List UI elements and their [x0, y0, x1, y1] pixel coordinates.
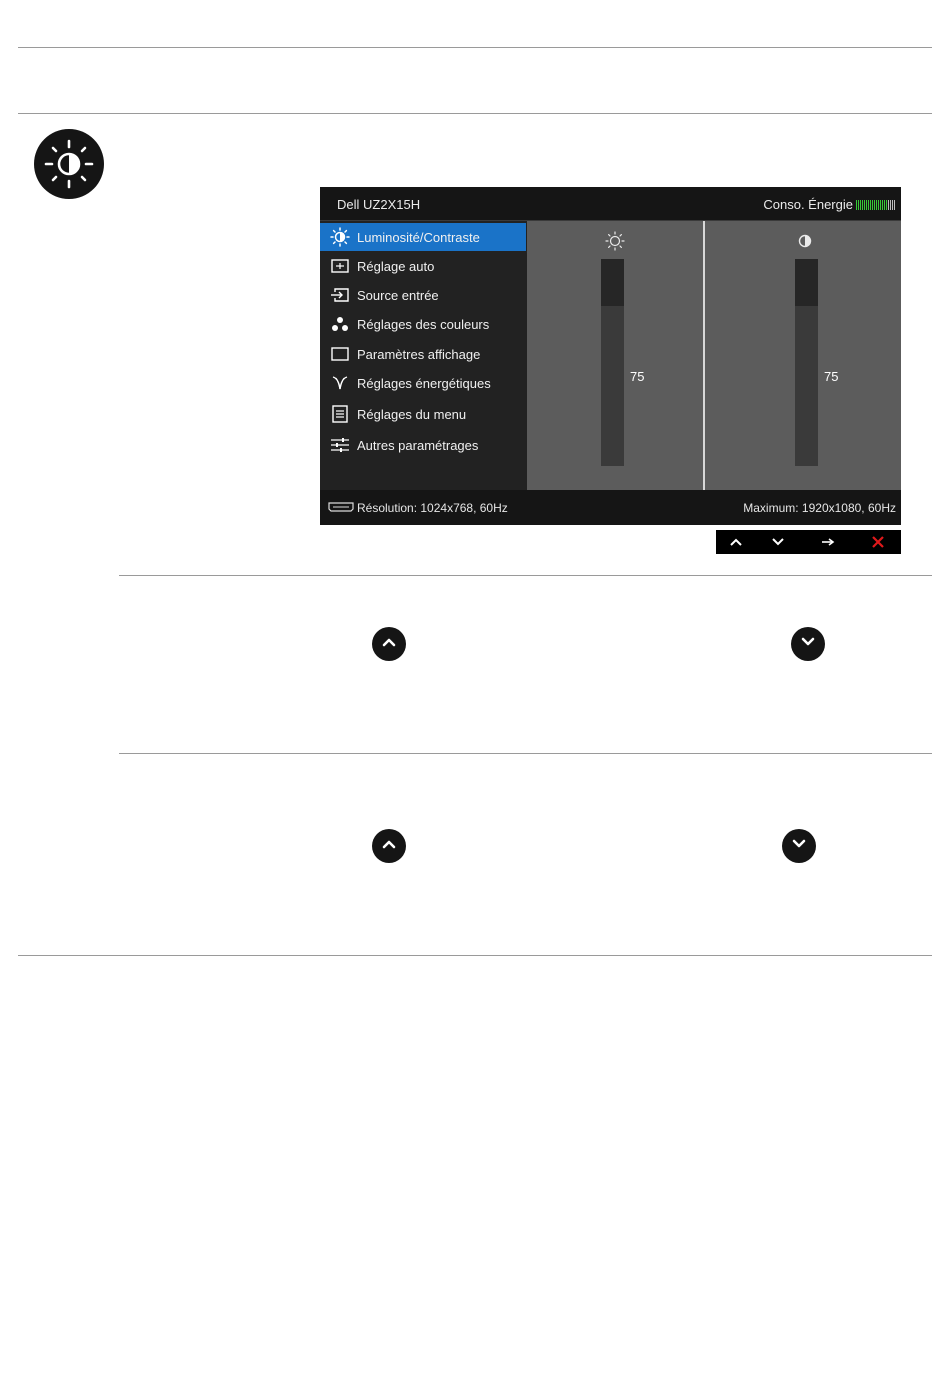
energy-bars — [856, 200, 895, 210]
chevron-down-icon — [800, 635, 816, 653]
energy-bar — [878, 200, 879, 210]
close-icon[interactable] — [858, 530, 898, 554]
down-button[interactable] — [791, 627, 825, 661]
display-port-icon — [328, 501, 354, 515]
auto-adjust-icon — [330, 256, 350, 276]
right-arrow-icon[interactable] — [808, 530, 848, 554]
osd-window — [320, 187, 901, 525]
menu-item-label: Réglages des couleurs — [357, 316, 490, 332]
contrast-icon — [795, 231, 815, 251]
menu-settings-icon — [330, 404, 350, 424]
energy-label: Conso. Énergie — [763, 197, 853, 212]
divider-row-2 — [119, 753, 932, 754]
brightness-contrast-icon — [330, 227, 350, 247]
energy-bar — [874, 200, 875, 210]
energy-bar — [866, 200, 867, 210]
energy-bar — [864, 200, 865, 210]
display-settings-icon — [330, 344, 350, 364]
energy-bar — [858, 200, 859, 210]
energy-bar — [884, 200, 885, 210]
chevron-up-icon — [381, 635, 397, 653]
maximum-resolution-text: Maximum: 1920x1080, 60Hz — [743, 501, 896, 515]
other-settings-icon — [330, 435, 350, 455]
contrast-slider[interactable] — [795, 259, 818, 466]
energy-bar — [856, 200, 857, 210]
divider-header — [18, 113, 932, 114]
menu-item-label: Autres paramétrages — [357, 437, 479, 453]
energy-bar — [882, 200, 883, 210]
down-arrow-icon[interactable] — [758, 530, 798, 554]
color-settings-icon — [330, 314, 350, 334]
osd-footer — [320, 490, 901, 525]
energy-meter — [763, 197, 895, 212]
energy-bar — [894, 200, 895, 210]
menu-item-menu-settings[interactable] — [320, 400, 526, 428]
menu-item-color-settings[interactable] — [320, 310, 526, 338]
divider-row-1 — [119, 575, 932, 576]
menu-item-brightness-contrast[interactable] — [320, 223, 526, 251]
menu-item-label: Réglages du menu — [357, 406, 467, 422]
energy-bar — [860, 200, 861, 210]
menu-item-label: Luminosité/Contraste — [357, 229, 480, 245]
osd-button-bar — [716, 530, 901, 554]
energy-bar — [886, 200, 887, 210]
menu-item-display-settings[interactable] — [320, 340, 526, 368]
contrast-panel — [705, 221, 901, 490]
menu-item-energy-settings[interactable] — [320, 369, 526, 397]
down-button[interactable] — [782, 829, 816, 863]
menu-item-label: Paramètres affichage — [357, 346, 481, 362]
brightness-slider[interactable] — [601, 259, 624, 466]
menu-item-auto-adjust[interactable] — [320, 252, 526, 280]
osd-title: Dell UZ2X15H — [337, 197, 421, 212]
input-source-icon — [330, 285, 350, 305]
chevron-up-icon — [381, 837, 397, 855]
contrast-value: 75 — [824, 369, 839, 384]
divider-top — [18, 47, 932, 48]
menu-item-label: Réglage auto — [357, 258, 435, 274]
energy-bar — [890, 200, 891, 210]
energy-bar — [888, 200, 889, 210]
menu-item-other-settings[interactable] — [320, 431, 526, 459]
menu-item-label: Réglages énergétiques — [357, 375, 491, 391]
menu-item-input-source[interactable] — [320, 281, 526, 309]
brightness-contrast-icon — [34, 129, 104, 199]
sun-icon — [605, 231, 625, 251]
energy-bar — [872, 200, 873, 210]
up-arrow-icon[interactable] — [716, 530, 756, 554]
osd-menu — [320, 221, 526, 490]
up-button[interactable] — [372, 627, 406, 661]
up-button[interactable] — [372, 829, 406, 863]
brightness-value: 75 — [630, 369, 645, 384]
energy-settings-icon — [330, 373, 350, 393]
energy-bar — [876, 200, 877, 210]
energy-bar — [880, 200, 881, 210]
divider-bottom — [18, 955, 932, 956]
energy-bar — [862, 200, 863, 210]
menu-item-label: Source entrée — [357, 287, 439, 303]
energy-bar — [868, 200, 869, 210]
brightness-panel — [527, 221, 703, 490]
resolution-info — [328, 501, 508, 515]
chevron-down-icon — [791, 837, 807, 855]
brightness-slider-unfilled — [601, 259, 624, 306]
energy-bar — [870, 200, 871, 210]
osd-header — [320, 187, 901, 221]
resolution-text: Résolution: 1024x768, 60Hz — [357, 501, 508, 515]
energy-bar — [892, 200, 893, 210]
contrast-slider-unfilled — [795, 259, 818, 306]
